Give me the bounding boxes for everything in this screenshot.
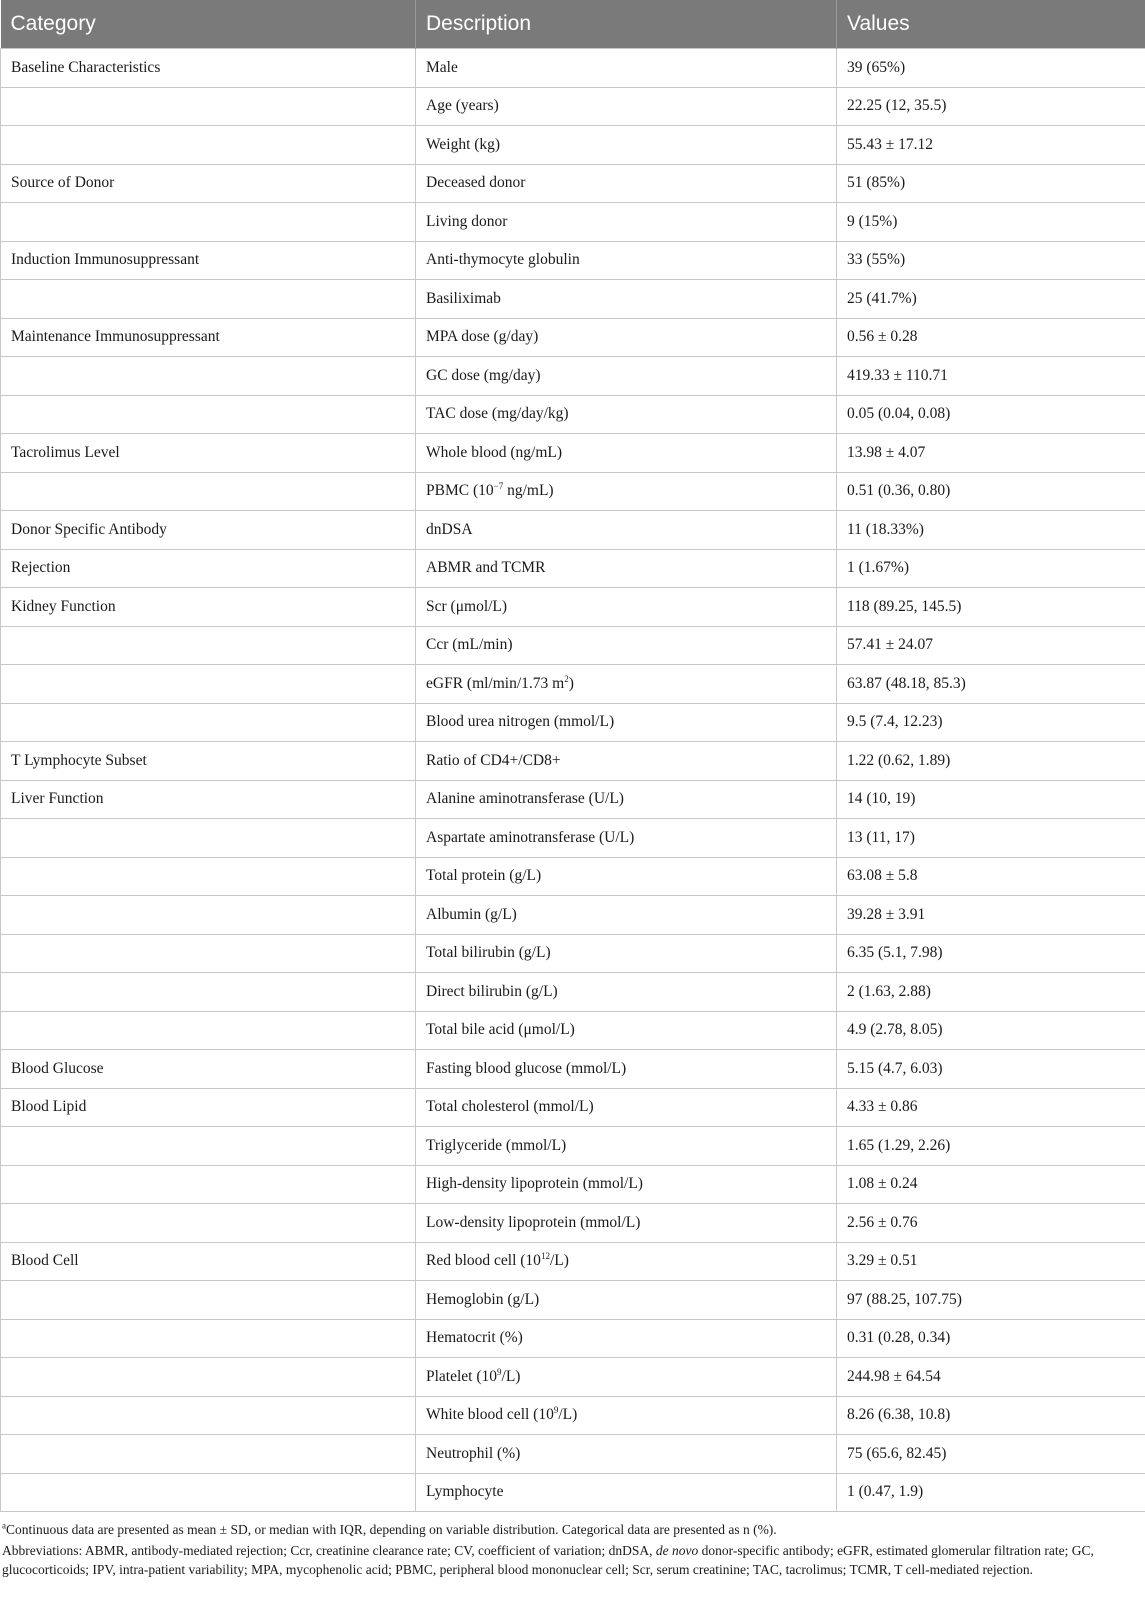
table-row bbox=[1, 588, 1145, 627]
cell-value: 97 (88.25, 107.75) bbox=[837, 1281, 1145, 1320]
cell-description bbox=[416, 164, 837, 203]
cell-value: 1.08 ± 0.24 bbox=[837, 1165, 1145, 1204]
cell-description bbox=[416, 1473, 837, 1512]
cell-description bbox=[416, 780, 837, 819]
table-row bbox=[1, 1242, 1145, 1281]
cell-description bbox=[416, 857, 837, 896]
cell-value: 11 (18.33%) bbox=[837, 511, 1145, 550]
table-row bbox=[1, 780, 1145, 819]
footnote-stats bbox=[2, 1520, 1143, 1539]
cell-description bbox=[416, 87, 837, 126]
description-text: Direct bilirubin (g/L) bbox=[426, 982, 558, 1000]
cell-description bbox=[416, 1011, 837, 1050]
cell-value: 39 (65%) bbox=[837, 49, 1145, 88]
cell-category: Blood Glucose bbox=[1, 1050, 416, 1089]
description-superscript: 12 bbox=[540, 1251, 550, 1262]
cell-description bbox=[416, 1050, 837, 1089]
cell-description bbox=[416, 280, 837, 319]
footnote-text: Continuous data are presented as mean ± SD, or median with IQR, depending on variable distribution. Categorical data are presented as n (%). bbox=[6, 1522, 777, 1537]
description-text: Platelet (10 bbox=[426, 1367, 498, 1385]
cell-value: 13.98 ± 4.07 bbox=[837, 434, 1145, 473]
table-row bbox=[1, 1011, 1145, 1050]
cell-category: Source of Donor bbox=[1, 164, 416, 203]
description-superscript: −7 bbox=[493, 481, 504, 492]
abbreviations-italic: de novo bbox=[655, 1543, 699, 1558]
table-row bbox=[1, 49, 1145, 88]
description-text-after: ) bbox=[568, 674, 574, 692]
cell-value: 3.29 ± 0.51 bbox=[837, 1242, 1145, 1281]
table-row bbox=[1, 511, 1145, 550]
header-values: Values bbox=[837, 0, 1145, 49]
cell-value: 13 (11, 17) bbox=[837, 819, 1145, 858]
cell-category bbox=[1, 1165, 416, 1204]
cell-category: T Lymphocyte Subset bbox=[1, 742, 416, 781]
cell-category: Induction Immunosuppressant bbox=[1, 241, 416, 280]
description-text: Total protein (g/L) bbox=[426, 867, 542, 885]
cell-description bbox=[416, 626, 837, 665]
cell-category bbox=[1, 665, 416, 704]
cell-category bbox=[1, 203, 416, 242]
cell-category: Tacrolimus Level bbox=[1, 434, 416, 473]
cell-description bbox=[416, 1242, 837, 1281]
description-text: Ratio of CD4+/CD8+ bbox=[426, 751, 561, 769]
cell-description bbox=[416, 1435, 837, 1474]
cell-description bbox=[416, 665, 837, 704]
cell-category: Blood Cell bbox=[1, 1242, 416, 1281]
abbreviations-text-1: Abbreviations: ABMR, antibody-mediated rejection; Ccr, creatinine clearance rate; CV, coefficient of variation; dnDSA, bbox=[2, 1543, 656, 1558]
cell-description bbox=[416, 318, 837, 357]
cell-category bbox=[1, 857, 416, 896]
description-text: eGFR (ml/min/1.73 m bbox=[426, 674, 565, 692]
cell-value: 51 (85%) bbox=[837, 164, 1145, 203]
description-text: Aspartate aminotransferase (U/L) bbox=[426, 828, 635, 846]
cell-category bbox=[1, 896, 416, 935]
cell-value: 9 (15%) bbox=[837, 203, 1145, 242]
description-text: Total bile acid (μmol/L) bbox=[426, 1021, 575, 1039]
cell-value: 22.25 (12, 35.5) bbox=[837, 87, 1145, 126]
description-text: Total cholesterol (mmol/L) bbox=[426, 1098, 594, 1116]
table-row bbox=[1, 164, 1145, 203]
description-text: Anti-thymocyte globulin bbox=[426, 251, 580, 269]
cell-value: 0.05 (0.04, 0.08) bbox=[837, 395, 1145, 434]
cell-category bbox=[1, 1396, 416, 1435]
footnote-marker: a bbox=[2, 1520, 6, 1531]
cell-description bbox=[416, 1127, 837, 1166]
table-row bbox=[1, 318, 1145, 357]
description-text: PBMC (10 bbox=[426, 482, 494, 500]
description-superscript: 2 bbox=[564, 673, 569, 684]
cell-value: 63.87 (48.18, 85.3) bbox=[837, 665, 1145, 704]
description-superscript: 9 bbox=[553, 1405, 559, 1416]
cell-value: 4.9 (2.78, 8.05) bbox=[837, 1011, 1145, 1050]
table-row bbox=[1, 626, 1145, 665]
cell-value: 25 (41.7%) bbox=[837, 280, 1145, 319]
table-row bbox=[1, 703, 1145, 742]
cell-category bbox=[1, 1358, 416, 1397]
cell-value: 57.41 ± 24.07 bbox=[837, 626, 1145, 665]
cell-category: Baseline Characteristics bbox=[1, 49, 416, 88]
description-text: Hematocrit (%) bbox=[426, 1329, 523, 1347]
cell-description bbox=[416, 1204, 837, 1243]
description-text: Alanine aminotransferase (U/L) bbox=[426, 790, 624, 808]
cell-value: 75 (65.6, 82.45) bbox=[837, 1435, 1145, 1474]
cell-category: Donor Specific Antibody bbox=[1, 511, 416, 550]
cell-category bbox=[1, 395, 416, 434]
cell-description bbox=[416, 203, 837, 242]
cell-description bbox=[416, 588, 837, 627]
header-category: Category bbox=[10, 12, 96, 35]
table-row bbox=[1, 857, 1145, 896]
cell-value: 0.31 (0.28, 0.34) bbox=[837, 1319, 1145, 1358]
description-text: GC dose (mg/day) bbox=[426, 366, 541, 384]
description-text: Ccr (mL/min) bbox=[426, 636, 513, 654]
cell-description bbox=[416, 1319, 837, 1358]
cell-category bbox=[1, 703, 416, 742]
table-row bbox=[1, 1435, 1145, 1474]
description-text: ABMR and TCMR bbox=[426, 559, 546, 577]
table-header bbox=[1, 0, 1145, 49]
description-text: Red blood cell (10 bbox=[426, 1252, 541, 1270]
cell-value: 118 (89.25, 145.5) bbox=[837, 588, 1145, 627]
cell-description bbox=[416, 703, 837, 742]
table-row bbox=[1, 1396, 1145, 1435]
cell-value: 8.26 (6.38, 10.8) bbox=[837, 1396, 1145, 1435]
cell-category bbox=[1, 934, 416, 973]
cell-description bbox=[416, 395, 837, 434]
cell-value: 39.28 ± 3.91 bbox=[837, 896, 1145, 935]
cell-category bbox=[1, 472, 416, 511]
description-text: Deceased donor bbox=[426, 174, 526, 192]
header-description: Description bbox=[416, 0, 837, 49]
description-text-after: /L) bbox=[501, 1367, 521, 1385]
cell-category bbox=[1, 973, 416, 1012]
table-row bbox=[1, 1319, 1145, 1358]
cell-category bbox=[1, 1011, 416, 1050]
cell-value: 0.56 ± 0.28 bbox=[837, 318, 1145, 357]
description-text: Male bbox=[426, 58, 458, 76]
description-text: Living donor bbox=[426, 212, 508, 230]
cell-description bbox=[416, 1165, 837, 1204]
cell-description bbox=[416, 241, 837, 280]
cell-description bbox=[416, 357, 837, 396]
cell-value: 1 (1.67%) bbox=[837, 549, 1145, 588]
cell-value: 6.35 (5.1, 7.98) bbox=[837, 934, 1145, 973]
table-row bbox=[1, 1473, 1145, 1512]
description-text: Fasting blood glucose (mmol/L) bbox=[426, 1059, 627, 1077]
table-row bbox=[1, 934, 1145, 973]
cell-description bbox=[416, 973, 837, 1012]
table-row bbox=[1, 395, 1145, 434]
abbreviations-text-2: donor-specific antibody; eGFR, estimated glomerular filtration rate; GC, glucocorticoids; IPV, intra-patient variability; MPA, mycophenolic acid; PBMC, peripheral blood mononuclear cell; Scr, serum creatinine; TAC, tacrolimus; TCMR, T cell-mediated rejection. bbox=[2, 1543, 1094, 1577]
cell-category bbox=[1, 626, 416, 665]
table-row bbox=[1, 896, 1145, 935]
cell-category: Rejection bbox=[1, 549, 416, 588]
cell-category: Liver Function bbox=[1, 780, 416, 819]
cell-category bbox=[1, 280, 416, 319]
description-text: dnDSA bbox=[426, 520, 473, 538]
cell-category bbox=[1, 1204, 416, 1243]
table-row bbox=[1, 87, 1145, 126]
cell-value: 2 (1.63, 2.88) bbox=[837, 973, 1145, 1012]
table-row bbox=[1, 1204, 1145, 1243]
cell-category bbox=[1, 87, 416, 126]
cell-category bbox=[1, 1127, 416, 1166]
description-text: Lymphocyte bbox=[426, 1483, 504, 1501]
table-row bbox=[1, 665, 1145, 704]
description-text: Blood urea nitrogen (mmol/L) bbox=[426, 713, 615, 731]
table-row bbox=[1, 742, 1145, 781]
description-text-after: ng/mL) bbox=[503, 482, 554, 500]
cell-description bbox=[416, 742, 837, 781]
cell-description bbox=[416, 434, 837, 473]
description-text: MPA dose (g/day) bbox=[426, 328, 539, 346]
table-row bbox=[1, 241, 1145, 280]
cell-category bbox=[1, 357, 416, 396]
description-text: Weight (kg) bbox=[426, 135, 501, 153]
cell-value: 1.65 (1.29, 2.26) bbox=[837, 1127, 1145, 1166]
cell-description bbox=[416, 1281, 837, 1320]
cell-category: Blood Lipid bbox=[1, 1088, 416, 1127]
cell-description bbox=[416, 819, 837, 858]
cell-value: 55.43 ± 17.12 bbox=[837, 126, 1145, 165]
description-text: Triglyceride (mmol/L) bbox=[426, 1136, 567, 1154]
cell-value: 14 (10, 19) bbox=[837, 780, 1145, 819]
table-row bbox=[1, 1358, 1145, 1397]
cell-value: 1 (0.47, 1.9) bbox=[837, 1473, 1145, 1512]
description-superscript: 9 bbox=[497, 1366, 502, 1377]
cell-value: 2.56 ± 0.76 bbox=[837, 1204, 1145, 1243]
description-text: Low-density lipoprotein (mmol/L) bbox=[426, 1213, 641, 1231]
cell-value: 33 (55%) bbox=[837, 241, 1145, 280]
cell-value: 419.33 ± 110.71 bbox=[837, 357, 1145, 396]
description-text: TAC dose (mg/day/kg) bbox=[426, 405, 569, 423]
cell-category bbox=[1, 1435, 416, 1474]
cell-description bbox=[416, 934, 837, 973]
description-text-after: /L) bbox=[558, 1406, 578, 1424]
table-row bbox=[1, 280, 1145, 319]
cell-description bbox=[416, 1358, 837, 1397]
cell-description bbox=[416, 1088, 837, 1127]
cell-description bbox=[416, 126, 837, 165]
table-row bbox=[1, 1088, 1145, 1127]
table-body bbox=[1, 49, 1145, 1512]
table-row bbox=[1, 126, 1145, 165]
table-row bbox=[1, 1127, 1145, 1166]
cell-description bbox=[416, 549, 837, 588]
table-row bbox=[1, 819, 1145, 858]
description-text: Total bilirubin (g/L) bbox=[426, 944, 551, 962]
footnote-abbreviations bbox=[2, 1541, 1143, 1579]
description-text: Basiliximab bbox=[426, 289, 501, 307]
table-row bbox=[1, 1165, 1145, 1204]
cell-category: Maintenance Immunosuppressant bbox=[1, 318, 416, 357]
table-row bbox=[1, 549, 1145, 588]
description-text: Albumin (g/L) bbox=[426, 905, 517, 923]
table-row bbox=[1, 357, 1145, 396]
cell-value: 9.5 (7.4, 12.23) bbox=[837, 703, 1145, 742]
table-row bbox=[1, 1281, 1145, 1320]
cell-value: 5.15 (4.7, 6.03) bbox=[837, 1050, 1145, 1089]
description-text: Neutrophil (%) bbox=[426, 1444, 521, 1462]
description-text: White blood cell (10 bbox=[426, 1406, 554, 1424]
table-row bbox=[1, 973, 1145, 1012]
cell-value: 244.98 ± 64.54 bbox=[837, 1358, 1145, 1397]
cell-description bbox=[416, 472, 837, 511]
table-row bbox=[1, 203, 1145, 242]
cell-description bbox=[416, 896, 837, 935]
cell-category bbox=[1, 1319, 416, 1358]
description-text: Age (years) bbox=[426, 97, 499, 115]
cell-description bbox=[416, 49, 837, 88]
table-row bbox=[1, 434, 1145, 473]
cell-category bbox=[1, 126, 416, 165]
cell-value: 63.08 ± 5.8 bbox=[837, 857, 1145, 896]
table-row bbox=[1, 1050, 1145, 1089]
cell-value: 4.33 ± 0.86 bbox=[837, 1088, 1145, 1127]
description-text: Scr (μmol/L) bbox=[426, 597, 508, 615]
description-text-after: /L) bbox=[549, 1252, 569, 1270]
cell-description bbox=[416, 511, 837, 550]
cell-category: Kidney Function bbox=[1, 588, 416, 627]
description-text: Hemoglobin (g/L) bbox=[426, 1290, 540, 1308]
cell-category bbox=[1, 1473, 416, 1512]
table-row bbox=[1, 472, 1145, 511]
cell-value: 1.22 (0.62, 1.89) bbox=[837, 742, 1145, 781]
cell-description bbox=[416, 1396, 837, 1435]
cell-value: 0.51 (0.36, 0.80) bbox=[837, 472, 1145, 511]
cell-category bbox=[1, 819, 416, 858]
description-text: Whole blood (ng/mL) bbox=[426, 443, 563, 461]
description-text: High-density lipoprotein (mmol/L) bbox=[426, 1175, 643, 1193]
header-row bbox=[1, 0, 1145, 49]
table-footnotes bbox=[0, 1512, 1145, 1579]
cell-category bbox=[1, 1281, 416, 1320]
